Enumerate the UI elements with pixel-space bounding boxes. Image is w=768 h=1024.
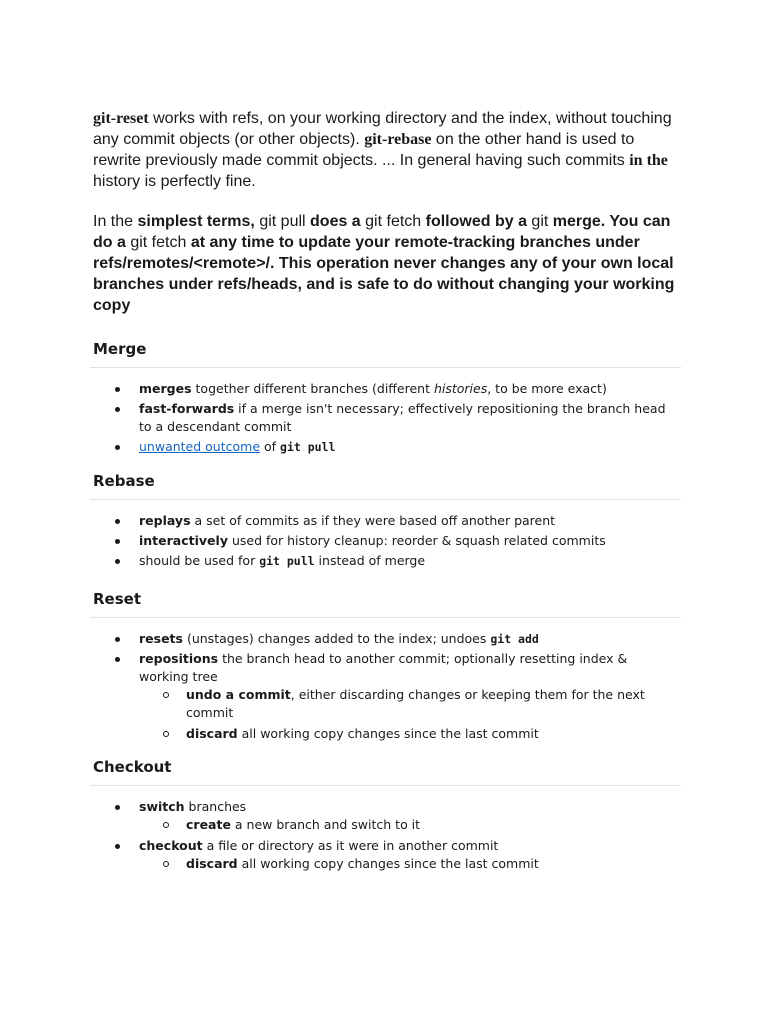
intro-paragraph [93, 108, 678, 192]
item-text: all working copy changes since the last commit [237, 726, 539, 741]
rebase-list [93, 512, 678, 570]
git-rebase-term: git-rebase [364, 131, 432, 148]
sub-list-item [186, 725, 678, 743]
item-text: used for history cleanup: reorder & squash related commits [227, 533, 606, 548]
item-text: , either discarding changes or keeping them for the next commit [186, 687, 645, 720]
item-bold: undo a commit [186, 687, 291, 702]
reset-section [93, 588, 678, 743]
item-italic: histories [433, 381, 488, 396]
item-bold: resets [139, 631, 183, 646]
sub-list-item [186, 686, 678, 722]
pull-text-8: merge. You can do a [93, 213, 671, 251]
merge-list [93, 380, 678, 456]
reset-list [93, 630, 678, 743]
list-item [139, 438, 678, 456]
pull-paragraph [93, 211, 678, 316]
section-divider [90, 785, 681, 786]
pull-text-4: does a [310, 213, 361, 230]
checkout-section [93, 756, 678, 873]
list-item [139, 552, 678, 570]
list-item [139, 380, 678, 398]
item-text: a file or directory as it were in another commit [202, 838, 499, 853]
merge-section [93, 338, 678, 456]
item-bold: create [186, 817, 231, 832]
inline-code: git add [490, 632, 539, 646]
pull-text-2: simplest terms, [137, 213, 255, 230]
item-text: a new branch and switch to it [230, 817, 421, 832]
item-bold: fast-forwards [139, 401, 235, 416]
list-item [139, 798, 678, 834]
section-divider [90, 367, 681, 368]
item-bold: interactively [139, 533, 228, 548]
item-text-end: , to be more exact) [487, 381, 607, 396]
list-item [139, 650, 678, 743]
item-text: together different branches (different [191, 381, 434, 396]
section-divider [90, 617, 681, 618]
list-item [139, 512, 678, 530]
item-text: (unstages) changes added to the index; undoes [182, 631, 491, 646]
item-text: branches [184, 799, 247, 814]
item-text: of [260, 439, 281, 454]
document-page [93, 108, 678, 876]
item-text: the branch head to another commit; optionally resetting index & working tree [139, 651, 628, 684]
pull-text-5: git fetch [360, 213, 426, 230]
inline-code: git pull [259, 554, 315, 568]
checkout-sublist-1 [139, 816, 678, 834]
unwanted-outcome-link[interactable]: unwanted outcome [139, 439, 261, 454]
pull-text-3: git pull [254, 213, 311, 230]
intro-text-2: on the other hand is used to rewrite previously made commit objects. ... In general having such commits [93, 131, 635, 169]
item-bold: repositions [139, 651, 219, 666]
rebase-heading: Rebase [93, 472, 155, 490]
item-bold: discard [186, 856, 238, 871]
section-divider [90, 499, 681, 500]
git-reset-term: git-reset [93, 110, 149, 127]
pull-text-10: at any time to update your remote-tracking branches under refs/remotes/<remote>/. This operation never changes any of your own local branches under refs/heads, and is safe to do without changing your working copy [93, 234, 675, 314]
item-text: should be used for [139, 553, 260, 568]
pull-text-9: git fetch [125, 234, 191, 251]
checkout-sublist-2 [139, 855, 678, 873]
checkout-list [93, 798, 678, 873]
item-bold: checkout [139, 838, 203, 853]
intro-text-3: history is perfectly fine. [93, 173, 256, 190]
list-item [139, 400, 678, 436]
pull-text-7: git [526, 213, 553, 230]
reset-heading: Reset [93, 590, 141, 608]
item-bold: merges [139, 381, 192, 396]
merge-heading: Merge [93, 340, 147, 358]
item-bold: switch [139, 799, 185, 814]
item-bold: replays [139, 513, 191, 528]
item-text: if a merge isn't necessary; effectively repositioning the branch head to a descendant commit [139, 401, 666, 434]
pull-text-1: In the [93, 213, 138, 230]
item-text-end: instead of merge [314, 553, 426, 568]
reset-sublist [139, 686, 678, 743]
checkout-heading: Checkout [93, 758, 172, 776]
sub-list-item [186, 855, 678, 873]
sub-list-item [186, 816, 678, 834]
intro-text-1: works with refs, on your working directory and the index, without touching any commit objects (or other objects). [93, 110, 672, 148]
item-bold: discard [186, 726, 238, 741]
list-item [139, 532, 678, 550]
item-text: a set of commits as if they were based off another parent [190, 513, 556, 528]
rebase-section [93, 470, 678, 570]
in-the-term: in the [629, 152, 668, 169]
inline-code: git pull [280, 440, 336, 454]
item-text: all working copy changes since the last commit [237, 856, 539, 871]
list-item [139, 837, 678, 873]
list-item [139, 630, 678, 648]
pull-text-6: followed by a [425, 213, 527, 230]
